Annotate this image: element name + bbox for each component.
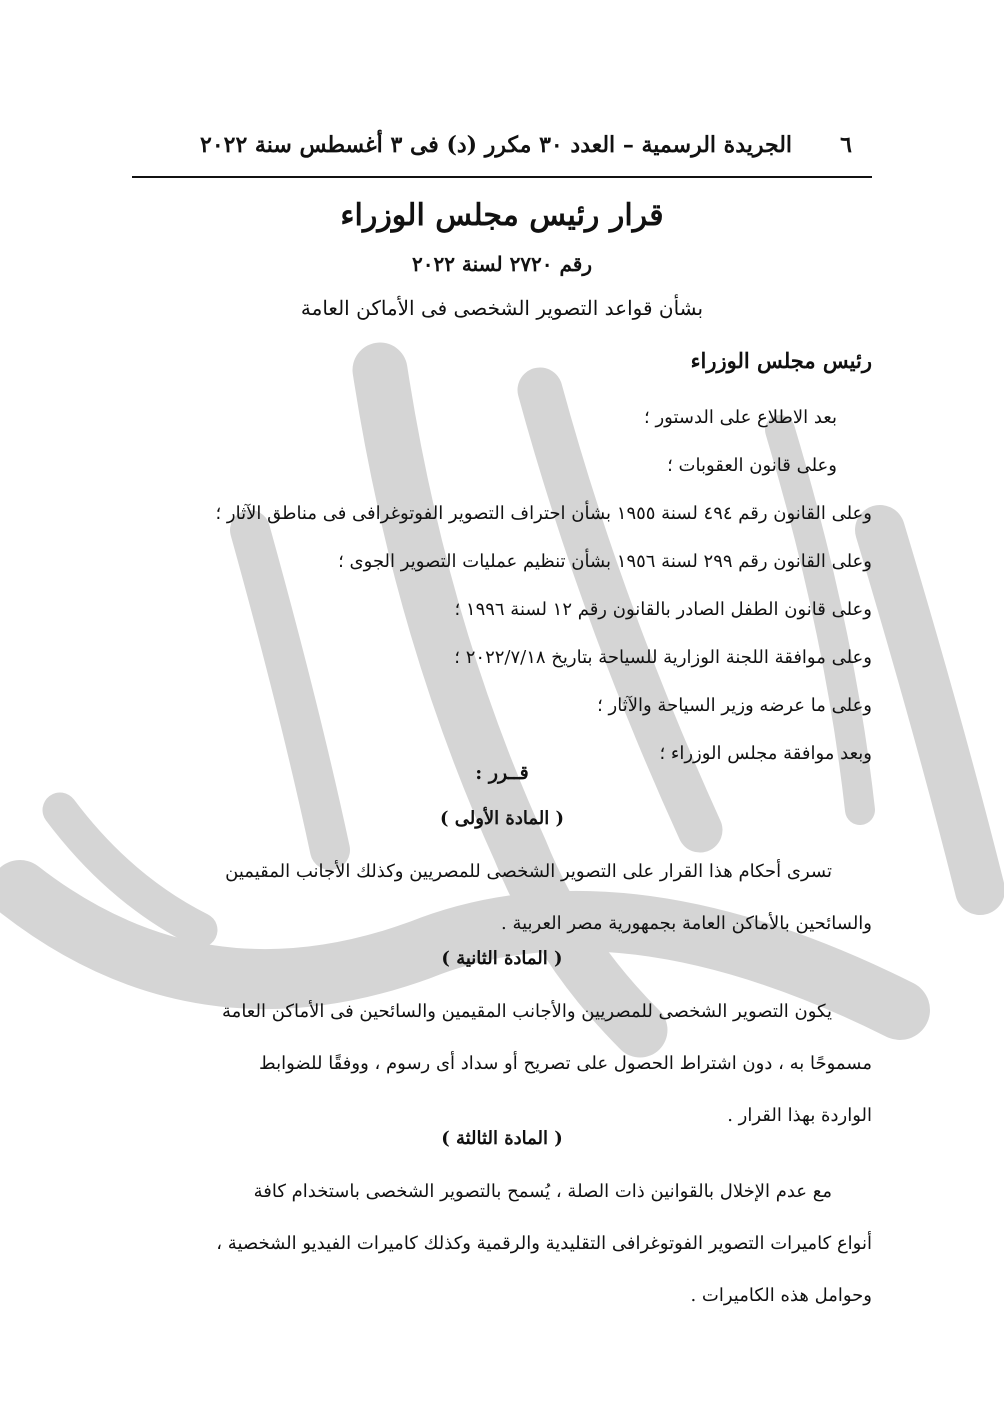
preamble-line: وعلى القانون رقم ٢٩٩ لسنة ١٩٥٦ بشأن تنظيم عمليات التصوير الجوى ؛: [338, 551, 872, 572]
article-line: وحوامل هذه الكاميرات .: [690, 1285, 872, 1306]
article-line: أنواع كاميرات التصوير الفوتوغرافى التقليدية والرقمية وكذلك كاميرات الفيديو الشخصية ،: [216, 1233, 872, 1254]
article-line: مسموحًا به ، دون اشتراط الحصول على تصريح أو سداد أى رسوم ، ووفقًا للضوابط: [259, 1053, 872, 1074]
preamble-line: وعلى موافقة اللجنة الوزارية للسياحة بتاريخ ٢٠٢٢/٧/١٨ ؛: [454, 647, 872, 668]
article-line: الواردة بهذا القرار .: [727, 1105, 872, 1126]
article-2-heading: ( المادة الثانية ): [441, 948, 563, 969]
article-line: تسرى أحكام هذا القرار على التصوير الشخصى للمصريين وكذلك الأجانب المقيمين: [225, 861, 832, 882]
preamble-line: وعلى ما عرضه وزير السياحة والآثار ؛: [597, 695, 872, 716]
article-1-heading: ( المادة الأولى ): [439, 808, 565, 829]
decision-heading: قــرر :: [475, 762, 529, 784]
header-divider: [132, 176, 872, 178]
article-1-body: [132, 846, 872, 950]
preamble-line: وعلى قانون الطفل الصادر بالقانون رقم ١٢ لسنة ١٩٩٦ ؛: [454, 599, 872, 620]
decree-title: قرار رئيس مجلس الوزراء: [340, 198, 664, 233]
publication-info: الجريدة الرسمية – العدد ٣٠ مكرر (د) فى ٣ أغسطس سنة ٢٠٢٢: [200, 132, 793, 158]
gazette-header: [200, 125, 852, 165]
preamble-line: وعلى القانون رقم ٤٩٤ لسنة ١٩٥٥ بشأن احتراف التصوير الفوتوغرافى فى مناطق الآثار ؛: [215, 503, 872, 524]
article-3-body: [132, 1166, 872, 1322]
preamble-line: وبعد موافقة مجلس الوزراء ؛: [659, 743, 872, 764]
article-2-body: [132, 986, 872, 1142]
decree-number: رقم ٢٧٢٠ لسنة ٢٠٢٢: [411, 252, 593, 276]
article-line: والسائحين بالأماكن العامة بجمهورية مصر العربية .: [501, 913, 872, 934]
decree-subject: بشأن قواعد التصوير الشخصى فى الأماكن العامة: [300, 296, 704, 320]
article-line: مع عدم الإخلال بالقوانين ذات الصلة ، يُسمح بالتصوير الشخصى باستخدام كافة: [253, 1181, 832, 1202]
preamble-line: بعد الاطلاع على الدستور ؛: [644, 407, 837, 428]
preamble-line: وعلى قانون العقوبات ؛: [667, 455, 837, 476]
article-3-heading: ( المادة الثالثة ): [441, 1128, 563, 1149]
decree-authority: رئيس مجلس الوزراء: [690, 348, 872, 373]
page-number: ٦: [840, 132, 852, 158]
watermark-stroke: [880, 530, 980, 890]
preamble: [132, 394, 872, 778]
article-line: يكون التصوير الشخصى للمصريين والأجانب المقيمين والسائحين فى الأماكن العامة: [222, 1001, 832, 1022]
